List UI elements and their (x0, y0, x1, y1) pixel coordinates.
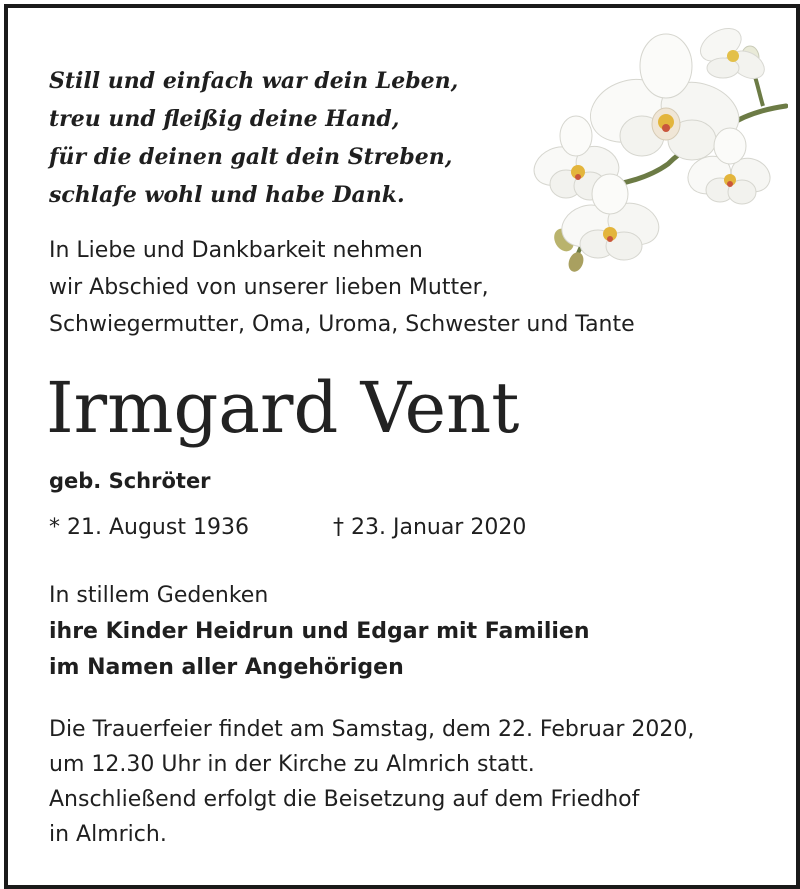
poem (49, 62, 458, 214)
death-date: † 23. Januar 2020 (333, 515, 527, 540)
funeral-line: Anschließend erfolgt die Beisetzung auf dem Friedhof (49, 787, 640, 812)
intro-line: wir Abschied von unserer lieben Mutter, (49, 275, 489, 300)
intro-line: Schwiegermutter, Oma, Uroma, Schwester und Tante (49, 312, 635, 337)
funeral-line: Die Trauerfeier findet am Samstag, dem 22. Februar 2020, (49, 717, 695, 742)
poem-line: treu und fleißig deine Hand, (49, 106, 400, 132)
intro-text (49, 232, 635, 343)
mourners-line: ihre Kinder Heidrun und Edgar mit Familien (49, 619, 590, 644)
funeral-line: in Almrich. (49, 822, 167, 847)
mourners-block (49, 578, 589, 686)
birth-date: * 21. August 1936 (49, 515, 249, 540)
life-dates (49, 512, 527, 544)
intro-line: In Liebe und Dankbarkeit nehmen (49, 238, 423, 263)
obituary-card (4, 4, 800, 889)
maiden-name: geb. Schröter (49, 469, 211, 493)
poem-line: für die deinen galt dein Streben, (49, 144, 453, 170)
poem-line: Still und einfach war dein Leben, (49, 68, 459, 94)
funeral-line: um 12.30 Uhr in der Kirche zu Almrich statt. (49, 752, 535, 777)
mourners-heading: In stillem Gedenken (49, 583, 269, 608)
poem-line: schlafe wohl und habe Dank. (49, 182, 405, 208)
mourners-line: im Namen aller Angehörigen (49, 655, 404, 680)
funeral-info (49, 712, 694, 852)
deceased-name: Irmgard Vent (46, 367, 520, 449)
